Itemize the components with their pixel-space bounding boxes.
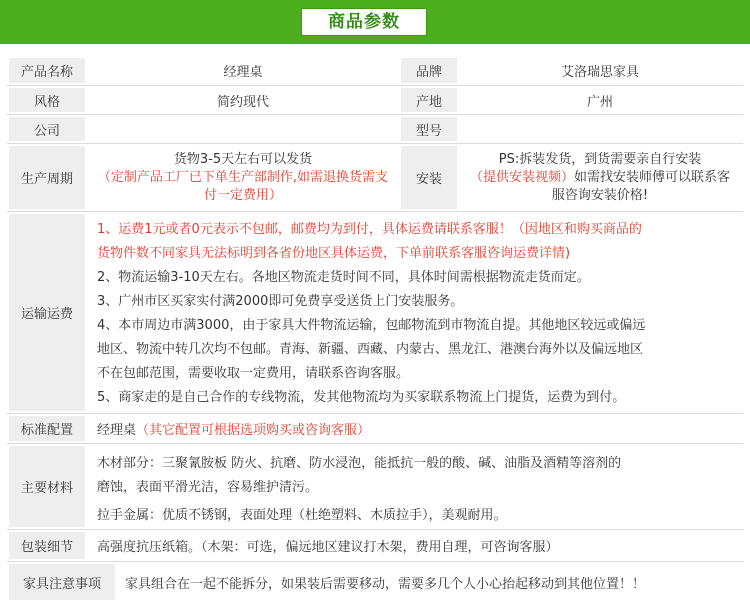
- row-notice: [7, 562, 743, 602]
- row-style-origin: [7, 86, 743, 115]
- install-value: [459, 146, 741, 209]
- model-value: [459, 117, 741, 141]
- style-label: 风格: [9, 88, 85, 112]
- page-title: 商品参数: [301, 8, 427, 36]
- cycle-value: [87, 146, 399, 209]
- shipping-line-1: 1、运费1元或者0元表示不包邮，邮费均为到付，具体运费请联系客服！（因地区和购买商品的: [97, 222, 642, 237]
- shipping-line-2: 货物件数不同家具无法标明到各省份地区具体运费，下单前联系客服咨询运费详情): [97, 246, 571, 261]
- pack-value: 高强度抗压纸箱。（木架：可选，偏远地区建议打木架，费用自理，可咨询客服）: [87, 532, 741, 559]
- material-line-2: 磨蚀，表面平滑光洁，容易维护清污。: [97, 480, 319, 495]
- row-config: [7, 414, 743, 444]
- name-value: 经理桌: [87, 58, 399, 83]
- header-bar: [0, 0, 750, 44]
- cycle-notice: （定制产品工厂已下单生产部制作,如需退换货需支付一定费用）: [97, 169, 389, 203]
- brand-value: 艾洛瑞思家具: [459, 58, 741, 83]
- material-line-3: 拉手金属：优质不锈钢，表面处理（杜绝塑料、木质拉手），美观耐用。: [97, 508, 507, 523]
- shipping-line-3: 2、物流运输3-10天左右。各地区物流走货时间不同，具体时间需根据物流走货而定。: [97, 270, 590, 285]
- material-value: [87, 446, 741, 527]
- shipping-line-8: 5、商家走的是自己合作的专线物流，发其他物流均为买家联系物流上门提货，运费为到付。: [97, 390, 626, 405]
- notice-value: 家具组合在一起不能拆分，如果装后需要移动，需要多几个人小心抬起移动到其他位置！！: [117, 564, 741, 600]
- material-label: 主要材料: [9, 446, 85, 527]
- shipping-line-4: 3、广州市区买家实付满2000即可免费享受送货上门安装服务。: [97, 294, 464, 309]
- row-materials: [7, 444, 743, 530]
- company-value: [87, 117, 399, 141]
- origin-value: 广州: [459, 88, 741, 112]
- shipping-line-5: 4、本市周边市满3000，由于家具大件物流运输，包邮物流到市物流自提。其他地区较远或偏远: [97, 318, 646, 333]
- origin-label: 产地: [401, 88, 457, 112]
- config-item: 经理桌: [97, 423, 137, 438]
- config-label: 标准配置: [9, 416, 85, 441]
- row-shipping: [7, 212, 743, 414]
- row-packaging: [7, 530, 743, 562]
- shipping-line-7: 不在包邮范围，需要收取一定费用，请联系咨询客服。: [97, 366, 410, 381]
- row-cycle-install: [7, 144, 743, 212]
- config-value: [87, 416, 741, 441]
- name-label: 产品名称: [9, 58, 85, 83]
- model-label: 型号: [401, 117, 457, 141]
- install-video-note: （提供安装视频）: [469, 169, 574, 185]
- install-line: PS:拆装发货，到货需要亲自行安装: [498, 151, 702, 167]
- company-label: 公司: [9, 117, 85, 141]
- shipping-line-6: 地区、物流中转几次均不包邮。青海、新疆、西藏、内蒙古、黑龙江、港澳台海外以及偏远地区: [97, 342, 644, 357]
- cycle-line: 货物3-5天左右可以发货: [173, 151, 313, 167]
- brand-label: 品牌: [401, 58, 457, 83]
- shipping-value: [87, 214, 741, 411]
- notice-label: 家具注意事项: [9, 564, 115, 600]
- pack-label: 包装细节: [9, 532, 85, 559]
- install-tail: 如需找安装师傅可以联系客服咨询安装价格!: [551, 169, 731, 203]
- row-name-brand: [7, 56, 743, 86]
- install-label: 安装: [401, 146, 457, 209]
- cycle-label: 生产周期: [9, 146, 85, 209]
- shipping-label: 运输运费: [9, 214, 85, 411]
- row-company-model: [7, 115, 743, 144]
- material-line-1: 木材部分：三聚氰胺板 防火、抗磨、防水浸泡，能抵抗一般的酸、碱、油脂及酒精等溶剂的: [97, 456, 622, 471]
- style-value: 简约现代: [87, 88, 399, 112]
- config-note: （其它配置可根据选项购买或咨询客服）: [136, 423, 371, 438]
